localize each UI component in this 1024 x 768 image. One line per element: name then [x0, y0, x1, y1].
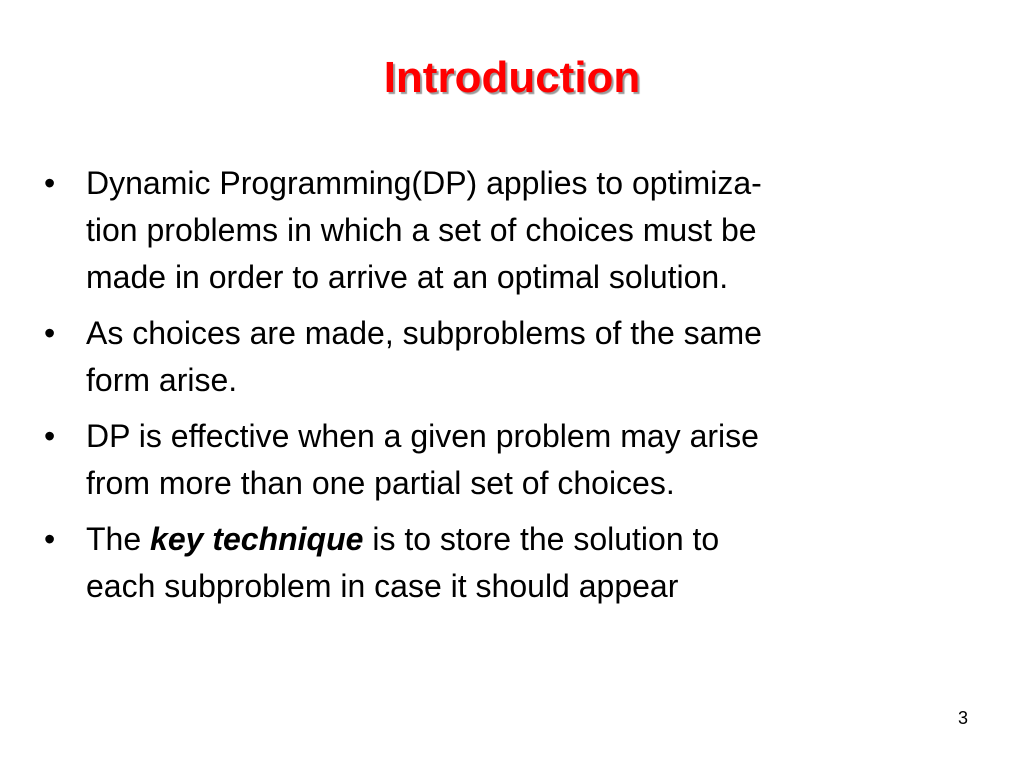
- bullet-line: made in order to arrive at an optimal solution.: [86, 259, 729, 295]
- bullet-line: from more than one partial set of choices.: [86, 465, 675, 501]
- bullet-line: each subproblem in case it should appear: [86, 568, 679, 604]
- bullet-marker: •: [44, 418, 56, 454]
- bullet-line: DP is effective when a given problem may arise: [86, 418, 759, 454]
- bullet-item: [44, 413, 944, 507]
- page-number: 3: [957, 708, 968, 728]
- bullet-marker: •: [44, 315, 56, 351]
- bullet-line: tion problems in which a set of choices must be: [86, 212, 757, 248]
- bullet-marker: •: [44, 521, 56, 557]
- bullet-text-prefix: The: [86, 521, 151, 557]
- bullet-line: form arise.: [86, 362, 238, 398]
- bullet-text-suffix: is to store the solution to: [363, 521, 720, 557]
- bullet-line: Dynamic Programming(DP) applies to optimiza-: [86, 165, 762, 201]
- bullet-line: As choices are made, subproblems of the same: [86, 315, 762, 351]
- bullet-item: [44, 516, 944, 610]
- key-technique-emphasis: key technique: [150, 521, 364, 557]
- bullet-list: [44, 160, 944, 619]
- bullet-marker: •: [44, 165, 56, 201]
- bullet-item: [44, 160, 944, 301]
- slide-title: Introduction: [383, 53, 641, 102]
- bullet-item: [44, 310, 944, 404]
